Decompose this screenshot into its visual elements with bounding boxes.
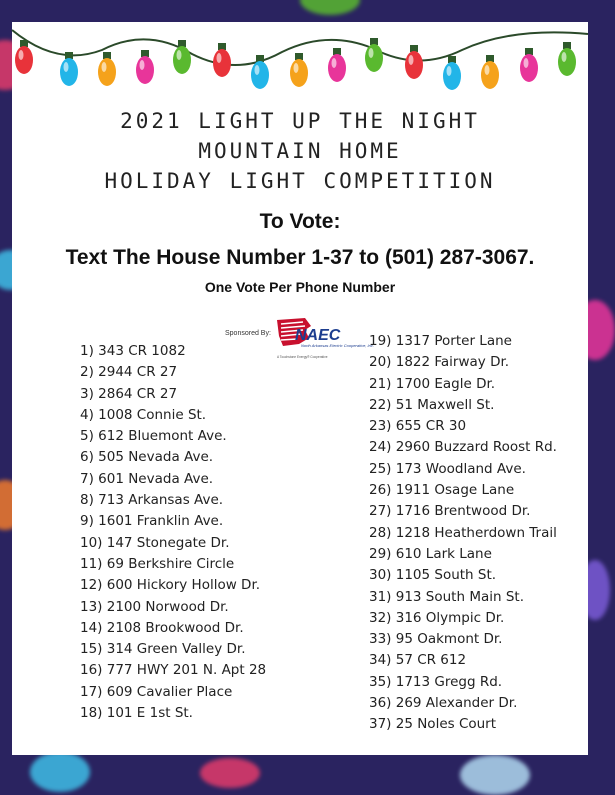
address-item: 29) 610 Lark Lane: [369, 545, 492, 562]
light-bulb-icon: [136, 50, 154, 84]
light-bulb-icon: [481, 55, 499, 89]
address-item: 7) 601 Nevada Ave.: [80, 470, 214, 487]
address-item: 21) 1700 Eagle Dr.: [369, 375, 496, 392]
bokeh-dot: [200, 758, 260, 788]
address-item: 3) 2864 CR 27: [80, 385, 178, 402]
address-item: 20) 1822 Fairway Dr.: [369, 354, 510, 371]
title-line-1: 2021 LIGHT UP THE NIGHT: [120, 109, 480, 133]
light-bulb-icon: [443, 56, 461, 90]
address-item: 13) 2100 Norwood Dr.: [80, 598, 229, 615]
address-item: 15) 314 Green Valley Dr.: [80, 641, 246, 658]
address-item: 17) 609 Cavalier Place: [80, 683, 233, 700]
address-item: 18) 101 E 1st St.: [80, 705, 193, 722]
address-item: 22) 51 Maxwell St.: [369, 396, 495, 413]
light-bulb-icon: [558, 42, 576, 76]
light-bulb-icon: [15, 40, 33, 74]
address-item: 34) 57 CR 612: [369, 652, 467, 669]
address-item: 28) 1218 Heatherdown Trail: [369, 524, 557, 541]
title-line-2: MOUNTAIN HOME: [198, 139, 402, 163]
address-item: 26) 1911 Osage Lane: [369, 482, 515, 499]
address-list-right: [369, 331, 557, 736]
light-bulb-icon: [60, 52, 78, 86]
address-item: 33) 95 Oakmont Dr.: [369, 631, 503, 648]
address-item: 23) 655 CR 30: [369, 418, 467, 435]
vote-heading: To Vote:: [259, 210, 341, 233]
flyer-sheet: [12, 22, 588, 755]
address-item: 31) 913 South Main St.: [369, 588, 524, 605]
address-item: 25) 173 Woodland Ave.: [369, 460, 526, 477]
address-item: 8) 713 Arkansas Ave.: [80, 492, 224, 509]
light-bulb-icon: [98, 52, 116, 86]
address-item: 4) 1008 Connie St.: [80, 406, 207, 423]
light-bulb-icon: [520, 48, 538, 82]
naec-logo: [275, 316, 374, 364]
address-item: 1) 343 CR 1082: [80, 343, 186, 359]
address-item: 14) 2108 Brookwood Dr.: [80, 619, 244, 636]
vote-note: One Vote Per Phone Number: [204, 279, 396, 295]
address-item: 35) 1713 Gregg Rd.: [369, 673, 503, 690]
address-item: 2) 2944 CR 27: [80, 364, 178, 381]
address-item: 36) 269 Alexander Dr.: [369, 695, 518, 712]
address-item: 12) 600 Hickory Hollow Dr.: [80, 577, 261, 594]
address-item: 9) 1601 Franklin Ave.: [80, 513, 224, 530]
light-bulb-icon: [213, 43, 231, 77]
logo-wordmark: NAEC: [295, 327, 341, 344]
bokeh-dot: [460, 755, 530, 795]
title-line-3: HOLIDAY LIGHT COMPETITION: [104, 169, 496, 193]
address-item: 37) 25 Noles Court: [369, 716, 497, 733]
address-item: 6) 505 Nevada Ave.: [80, 449, 214, 466]
address-item: 11) 69 Berkshire Circle: [80, 555, 235, 572]
logo-subtitle: North Arkansas Electric Cooperative, Inc.: [301, 343, 374, 348]
address-item: 27) 1716 Brentwood Dr.: [369, 503, 531, 520]
address-item: 30) 1105 South St.: [369, 567, 497, 584]
address-item: 10) 147 Stonegate Dr.: [80, 534, 230, 551]
light-bulb-icon: [328, 48, 346, 82]
address-list-left: [80, 341, 266, 724]
address-item: 32) 316 Olympic Dr.: [369, 609, 505, 626]
sponsor-label: Sponsored By:: [225, 330, 271, 337]
light-bulb-icon: [405, 45, 423, 79]
light-bulb-icon: [290, 53, 308, 87]
bokeh-dot: [300, 0, 360, 15]
logo-tagline: A Touchstone Energy® Cooperative: [277, 355, 328, 359]
address-item: 24) 2960 Buzzard Roost Rd.: [369, 439, 557, 456]
light-bulb-icon: [365, 38, 383, 72]
address-item: 16) 777 HWY 201 N. Apt 28: [80, 662, 267, 679]
address-item: 5) 612 Bluemont Ave.: [80, 428, 227, 445]
address-item: 19) 1317 Porter Lane: [369, 333, 512, 349]
bokeh-dot: [30, 752, 90, 792]
vote-instruction: Text The House Number 1-37 to (501) 287-3067.: [65, 246, 535, 269]
